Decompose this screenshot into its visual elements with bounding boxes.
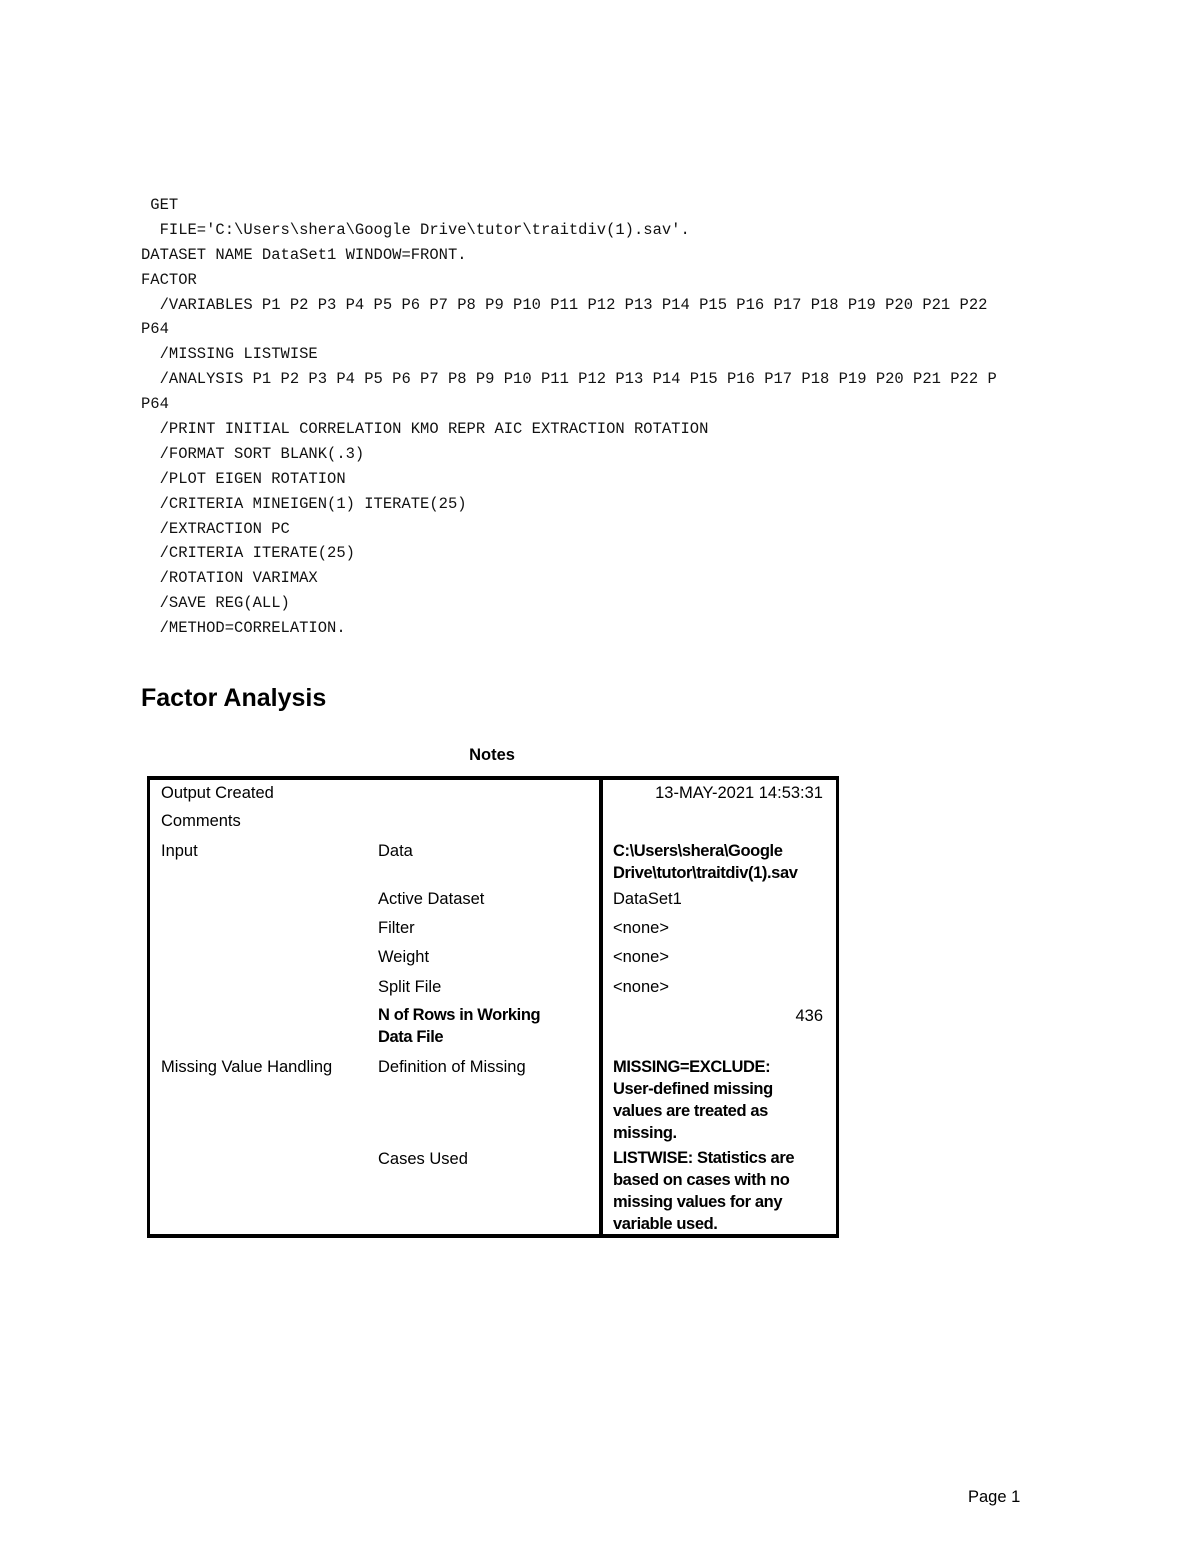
syntax-line: /MISSING LISTWISE [141, 345, 318, 364]
cases-used-value-line: LISTWISE: Statistics are [613, 1149, 795, 1167]
syntax-line: P64 [141, 395, 169, 414]
syntax-line: FILE='C:\Users\shera\Google Drive\tutor\traitdiv(1).sav'. [141, 220, 690, 239]
cases-used-value-line: based on cases with no [613, 1171, 790, 1189]
cases-used-value-line: missing values for any [613, 1193, 783, 1211]
syntax-line: /ROTATION VARIMAX [141, 569, 318, 588]
syntax-line: /CRITERIA ITERATE(25) [141, 544, 355, 563]
cases-used-label: Cases Used [378, 1150, 468, 1168]
n-rows-label-line: Data File [378, 1028, 444, 1046]
active-dataset-label: Active Dataset [378, 890, 485, 908]
syntax-line: DATASET NAME DataSet1 WINDOW=FRONT. [141, 245, 467, 264]
syntax-line: FACTOR [141, 270, 197, 289]
syntax-line: /SAVE REG(ALL) [141, 594, 290, 613]
active-dataset-value: DataSet1 [613, 890, 682, 908]
syntax-line: /FORMAT SORT BLANK(.3) [141, 444, 365, 463]
data-value-line: Drive\tutor\traitdiv(1).sav [613, 864, 798, 882]
weight-value: <none> [613, 948, 669, 966]
definition-value-line: missing. [613, 1124, 677, 1142]
output-created-label: Output Created [161, 784, 274, 802]
page-number: Page 1 [968, 1488, 1021, 1506]
definition-value-line: User-defined missing [613, 1080, 773, 1098]
data-value-line: C:\Users\shera\Google [613, 842, 783, 860]
notes-table-divider [599, 777, 603, 1238]
syntax-line: /PLOT EIGEN ROTATION [141, 469, 346, 488]
data-label: Data [378, 842, 413, 860]
missing-value-handling-label: Missing Value Handling [161, 1058, 333, 1076]
comments-label: Comments [161, 812, 241, 830]
syntax-line: GET [141, 196, 179, 214]
definition-of-missing-label: Definition of Missing [378, 1058, 526, 1076]
syntax-line: /METHOD=CORRELATION. [141, 619, 346, 638]
weight-label: Weight [378, 948, 430, 966]
split-file-label: Split File [378, 978, 442, 996]
syntax-line: /CRITERIA MINEIGEN(1) ITERATE(25) [141, 494, 467, 513]
filter-value: <none> [613, 919, 669, 937]
filter-label: Filter [378, 919, 415, 937]
notes-table-title: Notes [469, 746, 515, 764]
syntax-line: /ANALYSIS P1 P2 P3 P4 P5 P6 P7 P8 P9 P10 P11 P12 P13 P14 P15 P16 P17 P18 P19 P20 P21 P22 P [141, 370, 997, 389]
syntax-block [141, 193, 997, 641]
syntax-line: P64 [141, 320, 169, 339]
output-created-value: 13-MAY-2021 14:53:31 [655, 784, 823, 802]
syntax-line: /EXTRACTION PC [141, 519, 290, 538]
section-heading: Factor Analysis [141, 684, 327, 712]
split-file-value: <none> [613, 978, 669, 996]
n-rows-value: 436 [795, 1007, 823, 1025]
n-rows-label-line: N of Rows in Working [378, 1006, 541, 1024]
definition-value-line: values are treated as [613, 1102, 768, 1120]
syntax-line: /PRINT INITIAL CORRELATION KMO REPR AIC EXTRACTION ROTATION [141, 420, 709, 439]
definition-value-line: MISSING=EXCLUDE: [613, 1058, 771, 1076]
syntax-line: /VARIABLES P1 P2 P3 P4 P5 P6 P7 P8 P9 P10 P11 P12 P13 P14 P15 P16 P17 P18 P19 P20 P21 P22 [141, 295, 988, 314]
cases-used-value-line: variable used. [613, 1215, 718, 1233]
input-label: Input [161, 842, 198, 860]
